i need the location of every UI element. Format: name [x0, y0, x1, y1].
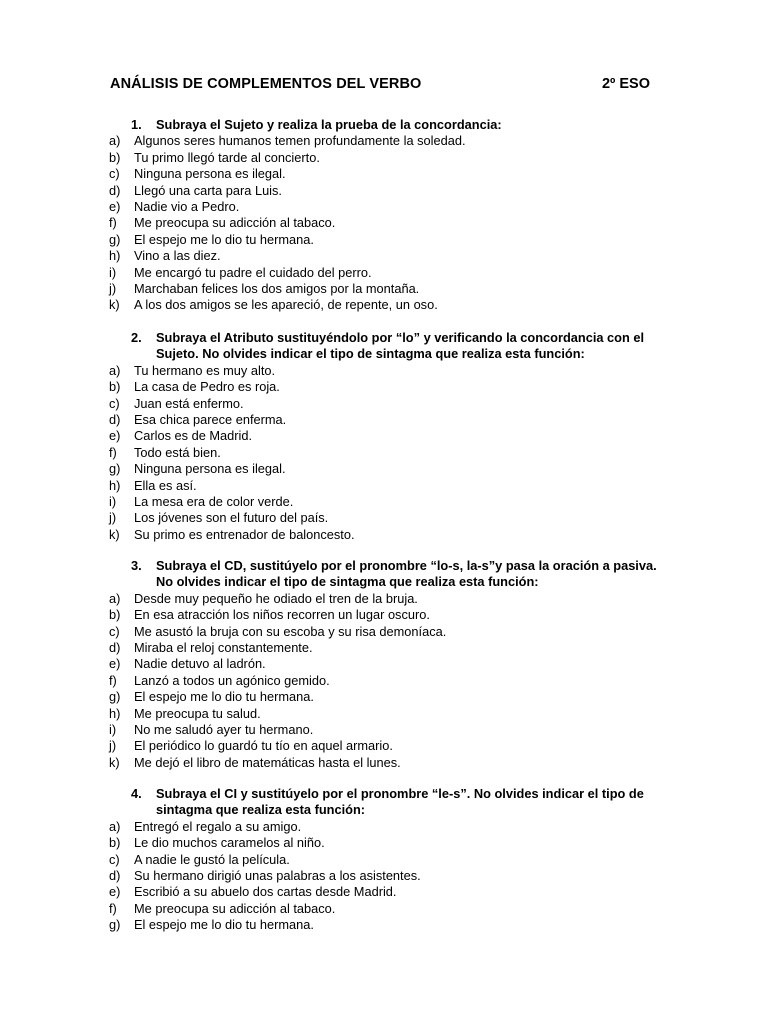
item-letter: a)	[109, 133, 121, 149]
item-letter: d)	[109, 182, 121, 198]
item-letter: g)	[109, 231, 121, 247]
item-sentence: Llegó una carta para Luis.	[134, 182, 282, 198]
item-sentence: Me encargó tu padre el cuidado del perro.	[134, 264, 372, 280]
item-sentence: Juan está enfermo.	[134, 395, 244, 411]
item-letter: b)	[109, 149, 121, 165]
list-item	[109, 494, 661, 510]
list-item	[109, 884, 661, 900]
item-sentence: Su primo es entrenador de baloncesto.	[134, 526, 355, 542]
list-item	[109, 917, 661, 933]
list-item	[109, 150, 661, 166]
item-letter: c)	[109, 623, 120, 639]
item-sentence: Miraba el reloj constantemente.	[134, 639, 313, 655]
item-letter: d)	[109, 411, 121, 427]
item-sentence: Me dejó el libro de matemáticas hasta el lunes.	[134, 754, 401, 770]
list-item	[109, 722, 661, 738]
item-letter: c)	[109, 166, 120, 182]
item-letter: f)	[109, 444, 117, 460]
item-letter: f)	[109, 215, 117, 231]
list-item	[109, 510, 661, 526]
exercise-instruction: Subraya el CI y sustitúyelo por el pronombre “le-s”. No olvides indicar el tipo de sintagma que realiza esta función:	[156, 786, 644, 818]
list-item	[109, 656, 661, 672]
item-letter: k)	[109, 297, 120, 313]
list-item	[109, 607, 661, 623]
item-sentence: El periódico lo guardó tu tío en aquel armario.	[134, 738, 393, 754]
list-item	[109, 428, 661, 444]
item-letter: a)	[109, 590, 121, 606]
list-item	[109, 166, 661, 182]
item-letter: c)	[109, 395, 120, 411]
course-level: 2º ESO	[601, 76, 650, 92]
item-sentence: Me preocupa su adicción al tabaco.	[134, 900, 336, 916]
list-item	[109, 412, 661, 428]
item-letter: i)	[109, 264, 117, 280]
item-letter: j)	[109, 738, 117, 754]
item-letter: a)	[109, 818, 121, 834]
list-item	[109, 281, 661, 297]
item-sentence: Ella es así.	[134, 477, 197, 493]
list-item	[109, 183, 661, 199]
list-item	[109, 445, 661, 461]
item-letter: b)	[109, 379, 121, 395]
exercise-number: 1.	[131, 117, 142, 132]
list-item	[109, 868, 661, 884]
exercise-2	[109, 330, 661, 543]
list-item	[109, 624, 661, 640]
list-item	[109, 591, 661, 607]
item-sentence: Vino a las diez.	[134, 248, 221, 264]
list-item	[109, 527, 661, 543]
list-item	[109, 835, 661, 851]
item-letter: e)	[109, 428, 121, 444]
list-item	[109, 640, 661, 656]
exercise-number: 2.	[131, 330, 142, 345]
list-item	[109, 215, 661, 231]
item-sentence: Todo está bien.	[134, 444, 221, 460]
item-sentence: El espejo me lo dio tu hermana.	[134, 917, 314, 933]
item-letter: f)	[109, 672, 117, 688]
item-letter: g)	[109, 917, 121, 933]
item-letter: h)	[109, 477, 121, 493]
item-letter: h)	[109, 705, 121, 721]
exercise-4-items	[109, 819, 661, 934]
list-item	[109, 199, 661, 215]
exercise-3-heading	[131, 558, 661, 591]
exercise-number: 3.	[131, 558, 142, 573]
item-sentence: Tu hermano es muy alto.	[134, 362, 276, 378]
item-letter: i)	[109, 493, 117, 509]
list-item	[109, 363, 661, 379]
item-sentence: Nadie vio a Pedro.	[134, 198, 240, 214]
item-sentence: Entregó el regalo a su amigo.	[134, 818, 302, 834]
exercise-3	[109, 558, 661, 771]
item-sentence: El espejo me lo dio tu hermana.	[134, 231, 314, 247]
item-sentence: No me saludó ayer tu hermano.	[134, 721, 314, 737]
item-letter: j)	[109, 510, 117, 526]
item-letter: c)	[109, 851, 120, 867]
item-letter: k)	[109, 754, 120, 770]
item-sentence: Ninguna persona es ilegal.	[134, 166, 286, 182]
list-item	[109, 232, 661, 248]
list-item	[109, 706, 661, 722]
item-letter: e)	[109, 198, 121, 214]
list-item	[109, 819, 661, 835]
list-item	[109, 133, 661, 149]
item-sentence: Le dio muchos caramelos al niño.	[134, 835, 325, 851]
list-item	[109, 379, 661, 395]
item-sentence: A los dos amigos se les apareció, de repente, un oso.	[134, 297, 438, 313]
exercise-instruction: Subraya el Atributo sustituyéndolo por “lo” y verificando la concordancia con el Sujeto. No olvides indicar el tipo de sintagma que realiza esta función:	[156, 330, 645, 362]
exercise-2-heading	[131, 330, 661, 363]
item-letter: j)	[109, 280, 117, 296]
item-letter: e)	[109, 656, 121, 672]
item-sentence: Me preocupa su adicción al tabaco.	[134, 215, 336, 231]
item-letter: f)	[109, 900, 117, 916]
list-item	[109, 265, 661, 281]
item-sentence: Tu primo llegó tarde al concierto.	[134, 149, 320, 165]
item-sentence: Nadie detuvo al ladrón.	[134, 656, 266, 672]
item-sentence: Me asustó la bruja con su escoba y su risa demoníaca.	[134, 623, 447, 639]
item-sentence: Esa chica parece enferma.	[134, 411, 287, 427]
exercise-4-heading	[131, 786, 661, 819]
list-item	[109, 396, 661, 412]
item-letter: i)	[109, 721, 117, 737]
list-item	[109, 901, 661, 917]
document-header	[110, 76, 650, 98]
item-sentence: Los jóvenes son el futuro del país.	[134, 510, 329, 526]
item-letter: g)	[109, 461, 121, 477]
item-letter: a)	[109, 362, 121, 378]
item-sentence: En esa atracción los niños recorren un lugar oscuro.	[134, 607, 430, 623]
item-sentence: Escribió a su abuelo dos cartas desde Madrid.	[134, 884, 397, 900]
item-sentence: Me preocupa tu salud.	[134, 705, 261, 721]
item-letter: b)	[109, 835, 121, 851]
exercise-2-items	[109, 363, 661, 543]
item-letter: g)	[109, 689, 121, 705]
item-sentence: Desde muy pequeño he odiado el tren de la bruja.	[134, 590, 418, 606]
exercise-1	[109, 117, 661, 314]
list-item	[109, 755, 661, 771]
exercise-1-heading	[131, 117, 661, 133]
item-sentence: Algunos seres humanos temen profundamente la soledad.	[134, 133, 466, 149]
item-letter: d)	[109, 639, 121, 655]
list-item	[109, 852, 661, 868]
exercise-1-items	[109, 133, 661, 313]
item-sentence: Carlos es de Madrid.	[134, 428, 253, 444]
item-letter: h)	[109, 248, 121, 264]
item-sentence: Su hermano dirigió unas palabras a los asistentes.	[134, 867, 421, 883]
list-item	[109, 478, 661, 494]
item-sentence: A nadie le gustó la película.	[134, 851, 290, 867]
item-sentence: La casa de Pedro es roja.	[134, 379, 280, 395]
item-sentence: Lanzó a todos un agónico gemido.	[134, 672, 330, 688]
list-item	[109, 673, 661, 689]
item-sentence: Ninguna persona es ilegal.	[134, 461, 286, 477]
item-letter: b)	[109, 607, 121, 623]
item-letter: k)	[109, 526, 120, 542]
exercise-4	[109, 786, 661, 934]
exercise-instruction: Subraya el Sujeto y realiza la prueba de la concordancia:	[156, 117, 502, 132]
item-letter: e)	[109, 884, 121, 900]
item-sentence: Marchaban felices los dos amigos por la montaña.	[134, 280, 420, 296]
item-letter: d)	[109, 867, 121, 883]
exercise-3-items	[109, 591, 661, 771]
exercise-instruction: Subraya el CD, sustitúyelo por el pronombre “lo-s, la-s”y pasa la oración a pasiva. No olvides indicar el tipo de sintagma que realiza esta función:	[156, 558, 657, 590]
item-sentence: La mesa era de color verde.	[134, 493, 294, 509]
list-item	[109, 248, 661, 264]
document-title: ANÁLISIS DE COMPLEMENTOS DEL VERBO	[110, 76, 422, 92]
list-item	[109, 689, 661, 705]
list-item	[109, 297, 661, 313]
exercise-number: 4.	[131, 786, 142, 801]
item-sentence: El espejo me lo dio tu hermana.	[134, 689, 314, 705]
list-item	[109, 461, 661, 477]
list-item	[109, 738, 661, 754]
